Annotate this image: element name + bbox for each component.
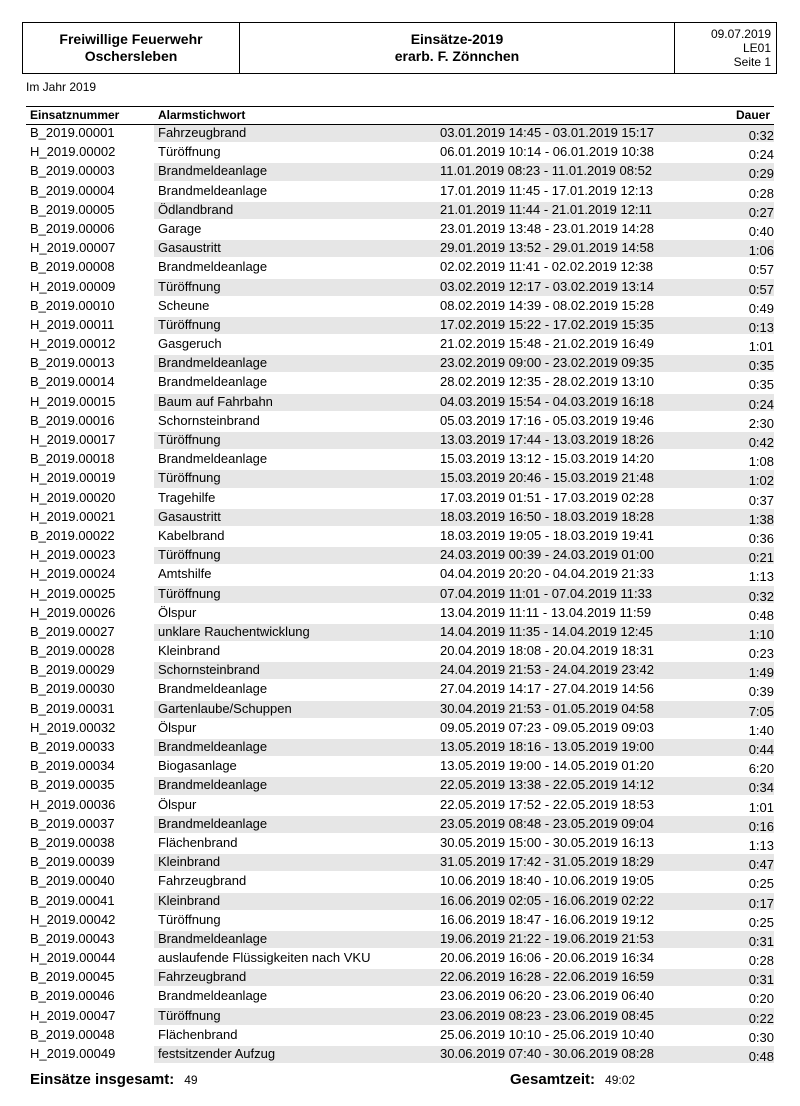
table-row bbox=[26, 738, 774, 757]
incident-number: B_2019.00005 bbox=[30, 201, 115, 217]
incident-number: B_2019.00037 bbox=[30, 815, 115, 831]
incident-number: H_2019.00023 bbox=[30, 547, 116, 563]
alarm-keyword: Schornsteinbrand bbox=[158, 662, 260, 678]
table-row bbox=[26, 450, 774, 469]
incident-timespan: 19.06.2019 21:22 - 19.06.2019 21:53 bbox=[440, 930, 654, 946]
incident-timespan: 17.03.2019 01:51 - 17.03.2019 02:28 bbox=[440, 489, 654, 505]
incident-number: B_2019.00043 bbox=[30, 930, 115, 946]
report-subtitle: Im Jahr 2019 bbox=[26, 80, 97, 94]
incident-number: B_2019.00048 bbox=[30, 1026, 115, 1042]
table-row bbox=[26, 239, 774, 258]
incident-duration: 0:49 bbox=[748, 300, 774, 316]
alarm-keyword: Ölspur bbox=[158, 604, 197, 620]
incident-duration: 0:39 bbox=[748, 684, 774, 700]
incident-number: B_2019.00008 bbox=[30, 259, 115, 275]
incident-timespan: 17.02.2019 15:22 - 17.02.2019 15:35 bbox=[440, 316, 654, 332]
incident-timespan: 20.06.2019 16:06 - 20.06.2019 16:34 bbox=[440, 950, 654, 966]
incident-number: B_2019.00014 bbox=[30, 374, 115, 390]
table-row bbox=[26, 431, 774, 450]
incident-timespan: 03.02.2019 12:17 - 03.02.2019 13:14 bbox=[440, 278, 654, 294]
table-row bbox=[26, 143, 774, 162]
incident-number: H_2019.00017 bbox=[30, 432, 116, 447]
report-date: 09.07.2019 bbox=[710, 27, 771, 41]
incident-timespan: 22.05.2019 13:38 - 22.05.2019 14:12 bbox=[440, 777, 654, 793]
incident-timespan: 30.06.2019 07:40 - 30.06.2019 08:28 bbox=[440, 1046, 654, 1061]
incident-timespan: 22.05.2019 17:52 - 22.05.2019 18:53 bbox=[440, 796, 654, 812]
incident-duration: 0:32 bbox=[748, 128, 774, 143]
column-header-keyword: Alarmstichwort bbox=[158, 108, 246, 122]
alarm-keyword: auslaufende Flüssigkeiten nach VKU bbox=[158, 950, 371, 966]
incident-number: H_2019.00042 bbox=[30, 911, 116, 927]
incident-timespan: 30.05.2019 15:00 - 30.05.2019 16:13 bbox=[440, 834, 654, 850]
table-header bbox=[26, 106, 774, 125]
incident-duration: 1:13 bbox=[748, 569, 774, 585]
alarm-keyword: Brandmeldeanlage bbox=[158, 681, 268, 697]
incident-timespan: 04.03.2019 15:54 - 04.03.2019 16:18 bbox=[440, 393, 654, 409]
table-row bbox=[26, 892, 774, 911]
incident-duration: 0:23 bbox=[748, 646, 774, 662]
alarm-keyword: Flächenbrand bbox=[158, 1026, 238, 1042]
incident-number: B_2019.00018 bbox=[30, 451, 115, 467]
incident-number: H_2019.00036 bbox=[30, 796, 116, 812]
incident-duration: 0:25 bbox=[748, 876, 774, 892]
alarm-keyword: Türöffnung bbox=[158, 547, 221, 563]
table-row bbox=[26, 585, 774, 604]
alarm-keyword: Brandmeldeanlage bbox=[158, 988, 268, 1004]
alarm-keyword: Türöffnung bbox=[158, 470, 221, 486]
total-incidents bbox=[30, 1071, 198, 1088]
table-row bbox=[26, 604, 774, 623]
incident-duration: 0:40 bbox=[748, 223, 774, 239]
incident-duration: 0:36 bbox=[748, 530, 774, 546]
total-incidents-label: Einsätze insgesamt: bbox=[30, 1071, 175, 1088]
org-name-line2: Oschersleben bbox=[84, 48, 178, 64]
table-row bbox=[26, 623, 774, 642]
table-row bbox=[26, 1045, 774, 1064]
alarm-keyword: Garage bbox=[158, 220, 202, 236]
incident-duration: 1:10 bbox=[748, 626, 774, 642]
alarm-keyword: Tragehilfe bbox=[158, 489, 216, 505]
incident-timespan: 05.03.2019 17:16 - 05.03.2019 19:46 bbox=[440, 412, 654, 428]
alarm-keyword: Baum auf Fahrbahn bbox=[158, 393, 273, 409]
incident-duration: 1:02 bbox=[748, 473, 774, 489]
incident-number: B_2019.00006 bbox=[30, 220, 115, 236]
incident-number: B_2019.00034 bbox=[30, 758, 115, 774]
table-row bbox=[26, 853, 774, 872]
table-row bbox=[26, 220, 774, 239]
alarm-keyword: Kleinbrand bbox=[158, 854, 221, 870]
table-row bbox=[26, 124, 774, 143]
alarm-keyword: Türöffnung bbox=[158, 144, 221, 160]
incident-number: H_2019.00032 bbox=[30, 719, 116, 735]
incident-timespan: 21.01.2019 11:44 - 21.01.2019 12:11 bbox=[440, 201, 653, 217]
alarm-keyword: Fahrzeugbrand bbox=[158, 873, 247, 889]
alarm-keyword: Brandmeldeanlage bbox=[158, 930, 268, 946]
incident-timespan: 07.04.2019 11:01 - 07.04.2019 11:33 bbox=[440, 585, 653, 601]
incident-duration: 1:13 bbox=[748, 837, 774, 853]
table-row bbox=[26, 258, 774, 277]
alarm-keyword: Ölspur bbox=[158, 719, 197, 735]
alarm-keyword: Flächenbrand bbox=[158, 834, 238, 850]
incident-duration: 0:24 bbox=[748, 396, 774, 412]
alarm-keyword: Brandmeldeanlage bbox=[158, 374, 268, 390]
incident-number: B_2019.00029 bbox=[30, 662, 115, 678]
incident-number: B_2019.00001 bbox=[30, 125, 115, 140]
incident-duration: 1:40 bbox=[748, 722, 774, 738]
incident-timespan: 16.06.2019 02:05 - 16.06.2019 02:22 bbox=[440, 892, 654, 908]
incident-timespan: 13.03.2019 17:44 - 13.03.2019 18:26 bbox=[440, 432, 654, 447]
incident-number: H_2019.00044 bbox=[30, 950, 116, 966]
incident-duration: 0:30 bbox=[748, 1029, 774, 1045]
table-row bbox=[26, 412, 774, 431]
table-row bbox=[26, 489, 774, 508]
incident-number: H_2019.00049 bbox=[30, 1046, 116, 1061]
incident-duration: 1:06 bbox=[748, 243, 774, 259]
incident-number: H_2019.00047 bbox=[30, 1007, 116, 1023]
alarm-keyword: Schornsteinbrand bbox=[158, 412, 260, 428]
incident-duration: 0:42 bbox=[748, 435, 774, 450]
incident-number: H_2019.00025 bbox=[30, 585, 116, 601]
table-row bbox=[26, 297, 774, 316]
table-row bbox=[26, 949, 774, 968]
incident-timespan: 18.03.2019 16:50 - 18.03.2019 18:28 bbox=[440, 508, 654, 524]
incident-timespan: 28.02.2019 12:35 - 28.02.2019 13:10 bbox=[440, 374, 654, 390]
alarm-keyword: Scheune bbox=[158, 297, 210, 313]
table-row bbox=[26, 182, 774, 201]
incident-duration: 0:31 bbox=[748, 972, 774, 988]
incident-duration: 0:20 bbox=[748, 991, 774, 1007]
incident-timespan: 27.04.2019 14:17 - 27.04.2019 14:56 bbox=[440, 681, 654, 697]
incident-number: B_2019.00028 bbox=[30, 643, 115, 659]
incident-duration: 1:38 bbox=[748, 511, 774, 527]
table-row bbox=[26, 393, 774, 412]
alarm-keyword: Gasaustritt bbox=[158, 240, 221, 256]
table-row bbox=[26, 680, 774, 699]
incident-duration: 0:28 bbox=[748, 185, 774, 201]
incident-duration: 1:08 bbox=[748, 454, 774, 470]
incident-timespan: 10.06.2019 18:40 - 10.06.2019 19:05 bbox=[440, 873, 654, 889]
table-row bbox=[26, 335, 774, 354]
column-header-duration: Dauer bbox=[735, 108, 770, 122]
total-time-label: Gesamtzeit: bbox=[510, 1071, 596, 1088]
incident-timespan: 23.01.2019 13:48 - 23.01.2019 14:28 bbox=[440, 220, 654, 236]
incident-duration: 0:44 bbox=[748, 742, 774, 757]
incident-duration: 0:48 bbox=[748, 607, 774, 623]
incident-number: H_2019.00007 bbox=[30, 240, 116, 256]
table-row bbox=[26, 987, 774, 1006]
alarm-keyword: Kabelbrand bbox=[158, 527, 225, 543]
incident-number: H_2019.00019 bbox=[30, 470, 116, 486]
table-row bbox=[26, 661, 774, 680]
table-row bbox=[26, 565, 774, 584]
incident-timespan: 30.04.2019 21:53 - 01.05.2019 04:58 bbox=[440, 700, 654, 716]
alarm-keyword: Fahrzeugbrand bbox=[158, 125, 247, 140]
incident-timespan: 13.05.2019 18:16 - 13.05.2019 19:00 bbox=[440, 739, 654, 754]
alarm-keyword: Kleinbrand bbox=[158, 643, 221, 659]
incident-duration: 0:47 bbox=[748, 857, 774, 873]
incident-number: B_2019.00016 bbox=[30, 412, 115, 428]
table-row bbox=[26, 354, 774, 373]
alarm-keyword: Brandmeldeanlage bbox=[158, 451, 268, 467]
table-row bbox=[26, 546, 774, 565]
total-time bbox=[510, 1071, 635, 1088]
incident-number: H_2019.00012 bbox=[30, 336, 116, 352]
alarm-keyword: Kleinbrand bbox=[158, 892, 221, 908]
incident-timespan: 14.04.2019 11:35 - 14.04.2019 12:45 bbox=[440, 623, 654, 639]
incident-timespan: 16.06.2019 18:47 - 16.06.2019 19:12 bbox=[440, 911, 654, 927]
incident-number: B_2019.00010 bbox=[30, 297, 115, 313]
table-row bbox=[26, 469, 774, 488]
table-row bbox=[26, 834, 774, 853]
incident-timespan: 08.02.2019 14:39 - 08.02.2019 15:28 bbox=[440, 297, 654, 313]
incident-duration: 0:27 bbox=[748, 204, 774, 220]
incident-number: B_2019.00039 bbox=[30, 854, 115, 870]
alarm-keyword: Brandmeldeanlage bbox=[158, 182, 268, 198]
incident-duration: 0:34 bbox=[748, 780, 774, 796]
incident-duration: 1:49 bbox=[748, 665, 774, 681]
alarm-keyword: Gasgeruch bbox=[158, 336, 222, 352]
incident-number: B_2019.00030 bbox=[30, 681, 115, 697]
alarm-keyword: Ölspur bbox=[158, 796, 197, 812]
table-row bbox=[26, 201, 774, 220]
table-row bbox=[26, 527, 774, 546]
alarm-keyword: Amtshilfe bbox=[158, 566, 212, 582]
incident-timespan: 03.01.2019 14:45 - 03.01.2019 15:17 bbox=[440, 125, 654, 140]
incident-duration: 0:29 bbox=[748, 166, 774, 182]
incident-timespan: 21.02.2019 15:48 - 21.02.2019 16:49 bbox=[440, 336, 654, 352]
incident-duration: 0:35 bbox=[748, 358, 774, 374]
incident-number: H_2019.00020 bbox=[30, 489, 116, 505]
incident-duration: 0:31 bbox=[748, 933, 774, 949]
incident-duration: 0:57 bbox=[748, 281, 774, 297]
incident-duration: 1:01 bbox=[748, 799, 774, 815]
incident-timespan: 23.06.2019 06:20 - 23.06.2019 06:40 bbox=[440, 988, 654, 1004]
total-time-value: 49:02 bbox=[605, 1073, 636, 1087]
incident-number: B_2019.00013 bbox=[30, 355, 115, 371]
incident-timespan: 25.06.2019 10:10 - 25.06.2019 10:40 bbox=[440, 1026, 654, 1042]
alarm-keyword: Türöffnung bbox=[158, 585, 221, 601]
table-row bbox=[26, 872, 774, 891]
alarm-keyword: Brandmeldeanlage bbox=[158, 777, 268, 793]
alarm-keyword: Türöffnung bbox=[158, 911, 221, 927]
incident-duration: 0:13 bbox=[748, 319, 774, 335]
column-header-number: Einsatznummer bbox=[30, 108, 120, 122]
report-header bbox=[22, 22, 777, 74]
incident-number: B_2019.00045 bbox=[30, 969, 115, 985]
table-row bbox=[26, 1026, 774, 1045]
incident-number: H_2019.00021 bbox=[30, 508, 116, 524]
table-row bbox=[26, 776, 774, 795]
incident-timespan: 24.03.2019 00:39 - 24.03.2019 01:00 bbox=[440, 547, 654, 563]
incident-timespan: 11.01.2019 08:23 - 11.01.2019 08:52 bbox=[440, 163, 653, 179]
incident-number: B_2019.00022 bbox=[30, 527, 115, 543]
incident-timespan: 15.03.2019 20:46 - 15.03.2019 21:48 bbox=[440, 470, 654, 486]
incident-duration: 0:17 bbox=[748, 895, 774, 911]
incident-duration: 6:20 bbox=[748, 761, 774, 777]
table-row bbox=[26, 1007, 774, 1026]
table-row bbox=[26, 757, 774, 776]
table-row bbox=[26, 911, 774, 930]
table-row bbox=[26, 642, 774, 661]
alarm-keyword: Türöffnung bbox=[158, 432, 221, 447]
incident-number: B_2019.00046 bbox=[30, 988, 115, 1004]
incident-duration: 0:21 bbox=[748, 550, 774, 566]
incident-duration: 0:25 bbox=[748, 914, 774, 930]
table-row bbox=[26, 815, 774, 834]
table-row bbox=[26, 700, 774, 719]
org-name-line1: Freiwillige Feuerwehr bbox=[59, 31, 203, 47]
incident-duration: 1:01 bbox=[748, 339, 774, 355]
incident-number: B_2019.00033 bbox=[30, 739, 115, 754]
incident-duration: 0:24 bbox=[748, 147, 774, 163]
report-meta-cell bbox=[675, 23, 776, 73]
incident-number: B_2019.00038 bbox=[30, 834, 115, 850]
alarm-keyword: Ödlandbrand bbox=[158, 201, 234, 217]
table-row bbox=[26, 930, 774, 949]
incident-number: B_2019.00035 bbox=[30, 777, 115, 793]
table-row bbox=[26, 373, 774, 392]
table-row bbox=[26, 162, 774, 181]
incident-timespan: 20.04.2019 18:08 - 20.04.2019 18:31 bbox=[440, 643, 654, 659]
incident-table bbox=[26, 124, 774, 1064]
organization-cell bbox=[23, 23, 240, 73]
incident-timespan: 22.06.2019 16:28 - 22.06.2019 16:59 bbox=[440, 969, 654, 985]
incident-timespan: 31.05.2019 17:42 - 31.05.2019 18:29 bbox=[440, 854, 654, 870]
incident-number: H_2019.00015 bbox=[30, 393, 116, 409]
incident-timespan: 23.05.2019 08:48 - 23.05.2019 09:04 bbox=[440, 815, 654, 831]
incident-duration: 0:32 bbox=[748, 588, 774, 604]
incident-number: H_2019.00009 bbox=[30, 278, 116, 294]
incident-number: H_2019.00024 bbox=[30, 566, 116, 582]
incident-number: B_2019.00040 bbox=[30, 873, 115, 889]
alarm-keyword: Brandmeldeanlage bbox=[158, 355, 268, 371]
incident-duration: 0:35 bbox=[748, 377, 774, 393]
alarm-keyword: Gasaustritt bbox=[158, 508, 221, 524]
alarm-keyword: Türöffnung bbox=[158, 1007, 221, 1023]
incident-timespan: 06.01.2019 10:14 - 06.01.2019 10:38 bbox=[440, 144, 654, 160]
alarm-keyword: unklare Rauchentwicklung bbox=[158, 623, 310, 639]
table-row bbox=[26, 278, 774, 297]
total-incidents-value: 49 bbox=[184, 1073, 198, 1087]
incident-timespan: 04.04.2019 20:20 - 04.04.2019 21:33 bbox=[440, 566, 654, 582]
incident-timespan: 15.03.2019 13:12 - 15.03.2019 14:20 bbox=[440, 451, 654, 467]
incident-timespan: 17.01.2019 11:45 - 17.01.2019 12:13 bbox=[440, 182, 654, 198]
incident-timespan: 09.05.2019 07:23 - 09.05.2019 09:03 bbox=[440, 719, 654, 735]
alarm-keyword: Türöffnung bbox=[158, 316, 221, 332]
table-row bbox=[26, 719, 774, 738]
incident-timespan: 23.06.2019 08:23 - 23.06.2019 08:45 bbox=[440, 1007, 654, 1023]
incident-duration: 7:05 bbox=[748, 703, 774, 719]
table-row bbox=[26, 968, 774, 987]
report-title-cell bbox=[240, 23, 675, 73]
table-row bbox=[26, 796, 774, 815]
report-code: LE01 bbox=[742, 41, 771, 55]
report-title: Einsätze-2019 bbox=[410, 31, 504, 47]
alarm-keyword: Fahrzeugbrand bbox=[158, 969, 247, 985]
alarm-keyword: Brandmeldeanlage bbox=[158, 815, 268, 831]
alarm-keyword: Brandmeldeanlage bbox=[158, 739, 268, 754]
incident-duration: 0:28 bbox=[748, 953, 774, 969]
incident-duration: 0:57 bbox=[748, 262, 774, 278]
alarm-keyword: Brandmeldeanlage bbox=[158, 259, 268, 275]
page-number: Seite 1 bbox=[733, 55, 771, 69]
table-row bbox=[26, 508, 774, 527]
incident-timespan: 29.01.2019 13:52 - 29.01.2019 14:58 bbox=[440, 240, 654, 256]
incident-timespan: 18.03.2019 19:05 - 18.03.2019 19:41 bbox=[440, 527, 654, 543]
incident-timespan: 02.02.2019 11:41 - 02.02.2019 12:38 bbox=[440, 259, 654, 275]
incident-number: B_2019.00041 bbox=[30, 892, 115, 908]
incident-duration: 0:22 bbox=[748, 1010, 774, 1026]
incident-duration: 0:37 bbox=[748, 492, 774, 508]
alarm-keyword: Türöffnung bbox=[158, 278, 221, 294]
report-author: erarb. F. Zönnchen bbox=[394, 48, 520, 64]
incident-number: H_2019.00026 bbox=[30, 604, 116, 620]
incident-number: B_2019.00027 bbox=[30, 623, 115, 639]
table-row bbox=[26, 316, 774, 335]
incident-number: B_2019.00004 bbox=[30, 182, 115, 198]
incident-timespan: 23.02.2019 09:00 - 23.02.2019 09:35 bbox=[440, 355, 654, 371]
incident-timespan: 24.04.2019 21:53 - 24.04.2019 23:42 bbox=[440, 662, 654, 678]
incident-number: B_2019.00003 bbox=[30, 163, 115, 179]
incident-duration: 0:48 bbox=[748, 1049, 774, 1064]
incident-timespan: 13.04.2019 11:11 - 13.04.2019 11:59 bbox=[440, 604, 652, 620]
alarm-keyword: Biogasanlage bbox=[158, 758, 237, 774]
alarm-keyword: Brandmeldeanlage bbox=[158, 163, 268, 179]
incident-timespan: 13.05.2019 19:00 - 14.05.2019 01:20 bbox=[440, 758, 654, 774]
incident-duration: 2:30 bbox=[748, 415, 774, 431]
alarm-keyword: festsitzender Aufzug bbox=[158, 1046, 276, 1061]
incident-number: B_2019.00031 bbox=[30, 700, 115, 716]
incident-duration: 0:16 bbox=[748, 818, 774, 834]
incident-number: H_2019.00002 bbox=[30, 144, 116, 160]
incident-number: H_2019.00011 bbox=[30, 316, 115, 332]
alarm-keyword: Gartenlaube/Schuppen bbox=[158, 700, 292, 716]
